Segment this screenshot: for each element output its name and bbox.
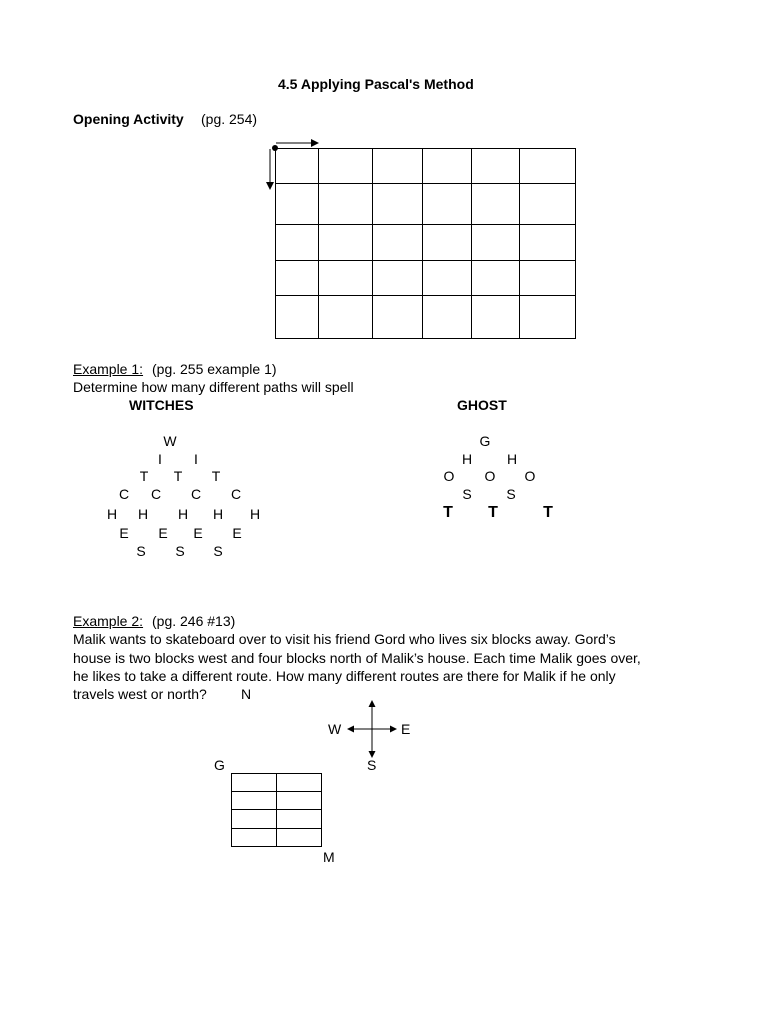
letter-cell: H xyxy=(137,506,149,522)
letter-cell: T xyxy=(488,504,498,521)
letter-cell: T xyxy=(211,468,221,484)
letter-cell: I xyxy=(194,451,198,467)
letter-cell: T xyxy=(139,468,149,484)
example2-ref: (pg. 246 #13) xyxy=(152,613,236,629)
example2-line: house is two blocks west and four blocks north of Malik’s house. Each time Malik goes over, xyxy=(73,650,641,666)
example1-prompt: Determine how many different paths will spell xyxy=(73,379,354,395)
example2-line: travels west or north? xyxy=(73,686,207,702)
letter-cell: W xyxy=(163,433,177,449)
letter-cell: C xyxy=(190,486,202,502)
opening-activity-heading: Opening Activity xyxy=(73,111,184,127)
letter-cell: S xyxy=(506,486,516,502)
letter-cell: O xyxy=(484,468,496,484)
compass-north-label: N xyxy=(241,686,252,702)
letter-cell: C xyxy=(118,486,130,502)
letter-cell: E xyxy=(193,525,203,541)
letter-cell: S xyxy=(213,543,223,559)
opening-activity-ref: (pg. 254) xyxy=(201,111,258,127)
grid-start-label: G xyxy=(214,757,225,773)
letter-cell: E xyxy=(158,525,168,541)
ghost-heading: GHOST xyxy=(457,397,507,413)
letter-cell: O xyxy=(443,468,455,484)
letter-cell: G xyxy=(479,433,491,449)
letter-cell: S xyxy=(462,486,472,502)
example1-ref: (pg. 255 example 1) xyxy=(152,361,277,377)
letter-cell: T xyxy=(543,504,553,521)
example1-label: Example 1: xyxy=(73,361,144,377)
example2-line: Malik wants to skateboard over to visit his friend Gord who lives six blocks away. Gord’s xyxy=(73,631,616,647)
compass-south-label: S xyxy=(367,757,377,773)
example2-label: Example 2: xyxy=(73,613,144,629)
letter-cell: H xyxy=(249,506,261,522)
example2-line: he likes to take a different route. How many different routes are there for Malik if he only xyxy=(73,668,616,684)
letter-cell: E xyxy=(119,525,129,541)
letter-cell: H xyxy=(177,506,189,522)
letter-cell: E xyxy=(232,525,242,541)
letter-cell: T xyxy=(173,468,183,484)
page-title: 4.5 Applying Pascal's Method xyxy=(278,76,474,92)
letter-cell: C xyxy=(150,486,162,502)
compass-east-label: E xyxy=(401,721,411,737)
letter-cell: T xyxy=(443,504,453,521)
letter-cell: H xyxy=(106,506,118,522)
compass-west-label: W xyxy=(328,721,342,737)
letter-cell: C xyxy=(230,486,242,502)
letter-cell: H xyxy=(212,506,224,522)
grid-end-label: M xyxy=(323,849,335,865)
letter-cell: H xyxy=(461,451,473,467)
letter-cell: I xyxy=(158,451,162,467)
letter-cell: S xyxy=(175,543,185,559)
letter-cell: S xyxy=(136,543,146,559)
letter-cell: H xyxy=(506,451,518,467)
witches-heading: WITCHES xyxy=(129,397,194,413)
letter-cell: O xyxy=(524,468,536,484)
